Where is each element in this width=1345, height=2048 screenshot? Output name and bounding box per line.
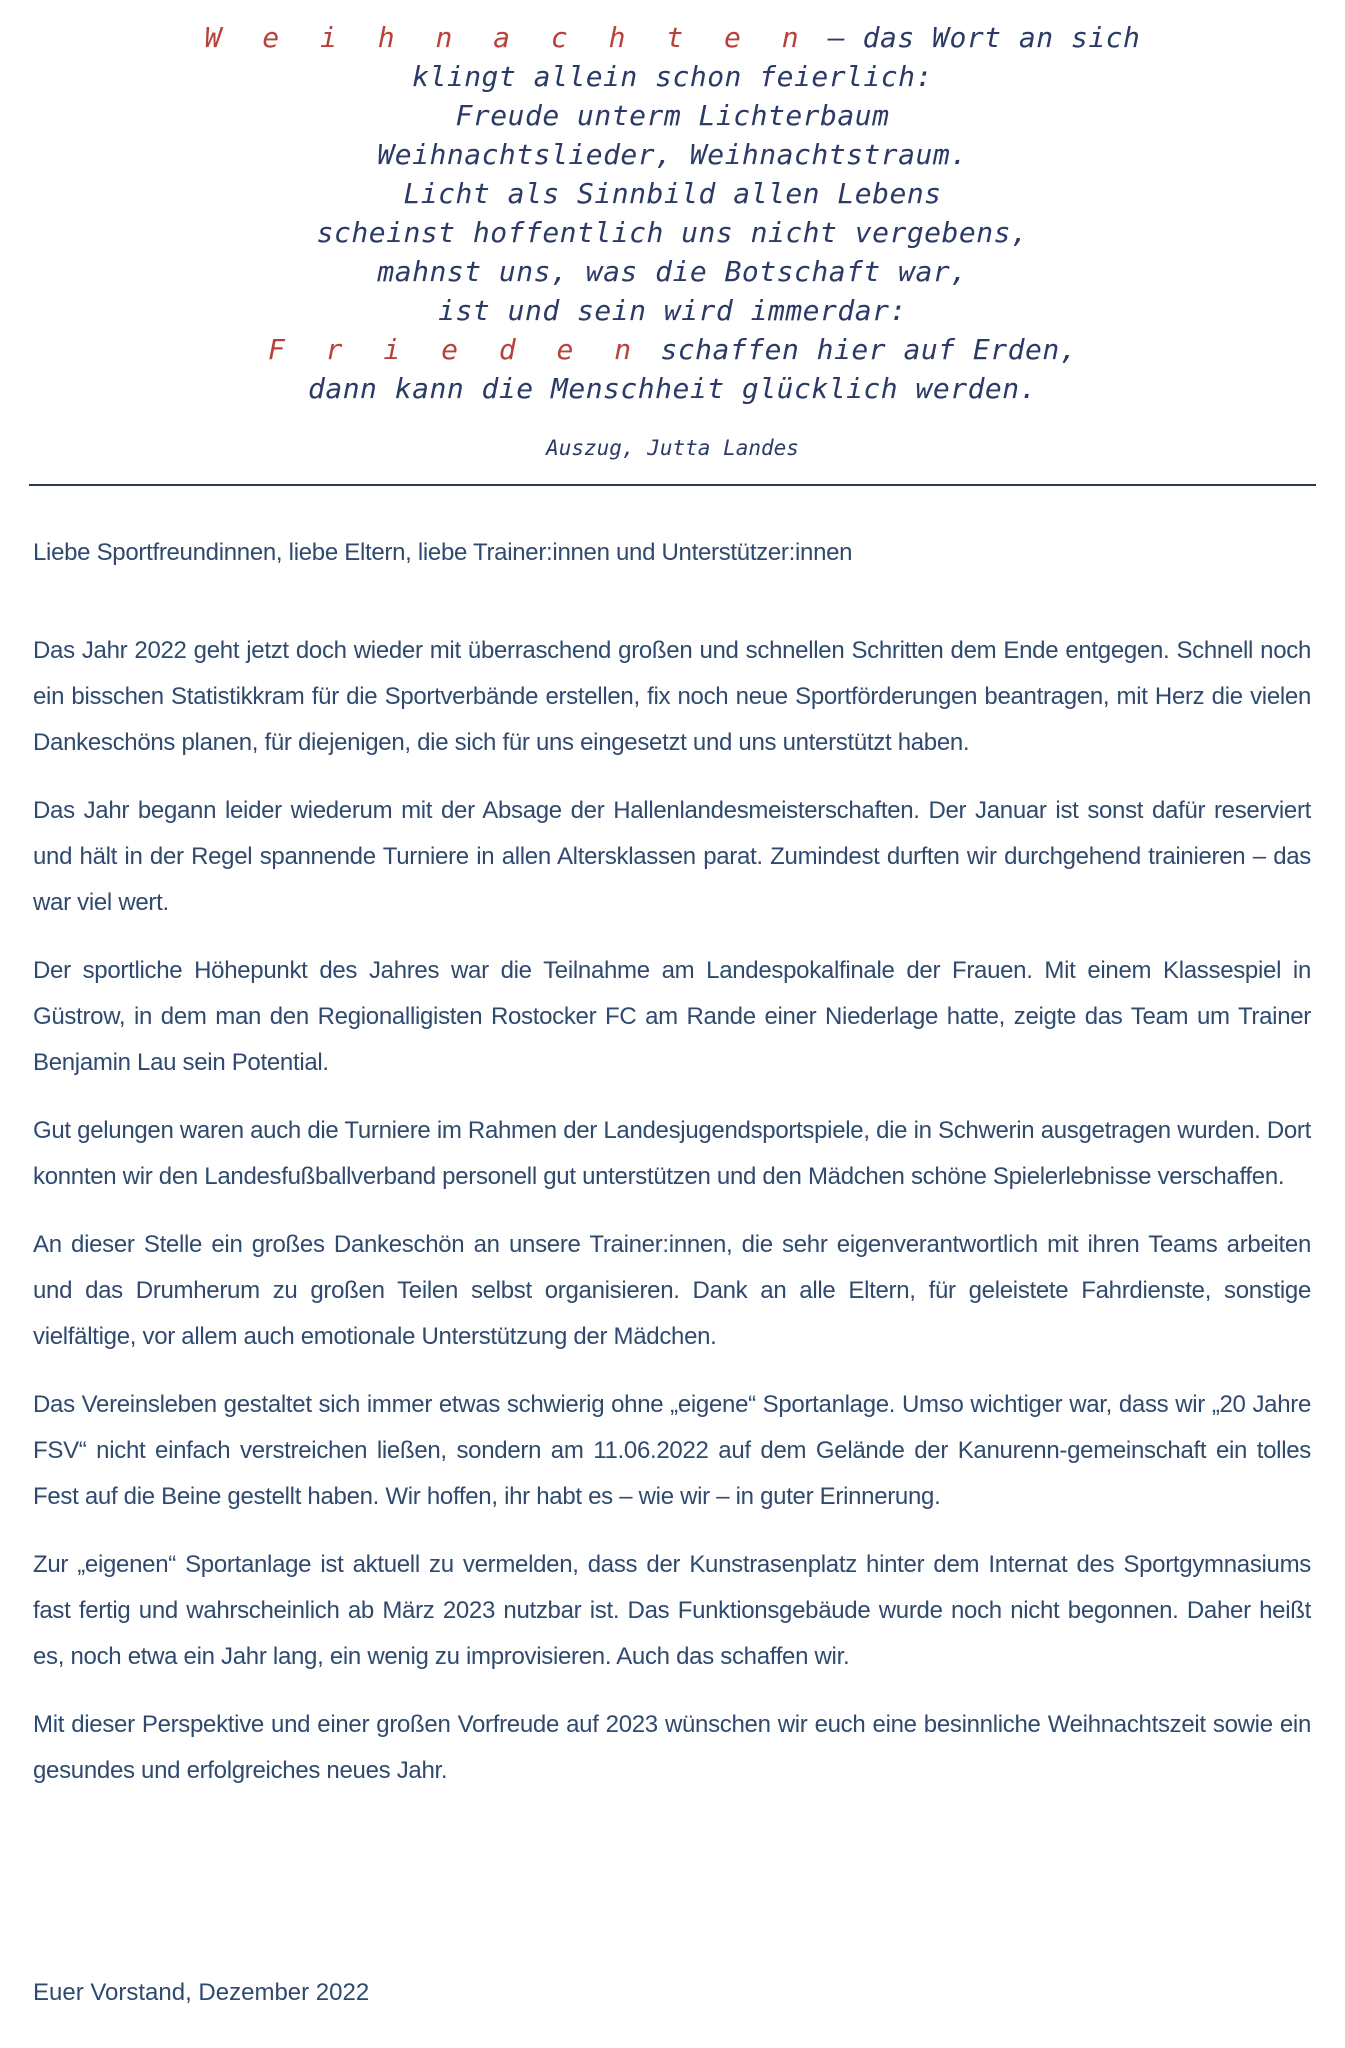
letter-paragraph-4: Gut gelungen waren auch die Turniere im Rahmen der Landesjugendsportspiele, die in Schwerin ausgetragen wurden. Dort konnten wir den Landesfußballverband personell gut unterstützen und den Mädchen schöne Spielerlebnisse verschaffen. bbox=[33, 1117, 1311, 1190]
poem-line-3: Freude unterm Lichterbaum bbox=[455, 99, 890, 132]
poem-line-9 bbox=[0, 330, 1345, 369]
letter-paragraph-8: Mit dieser Perspektive und einer großen Vorfreude auf 2023 wünschen wir euch eine besinnliche Weihnachtszeit sowie ein gesundes und erfolgreiches neues Jahr. bbox=[33, 1711, 1311, 1784]
poem-line-5: Licht als Sinnbild allen Lebens bbox=[403, 177, 942, 210]
letter-paragraph-1: Das Jahr 2022 geht jetzt doch wieder mit überraschend großen und schnellen Schritten dem Ende entgegen. Schnell noch ein bisschen Statistikkram für die Sportverbände erstellen, fix noch neue Sportförderungen beantragen, mit Herz die vielen Dankeschöns planen, für diejenigen, die sich für uns eingesetzt und uns unterstützt haben. bbox=[33, 637, 1311, 756]
poem-line-4: Weihnachtslieder, Weihnachtstraum. bbox=[377, 138, 968, 171]
poem-line-9-text: schaffen hier auf Erden, bbox=[643, 333, 1078, 366]
poem-line-1-text: – das Wort an sich bbox=[810, 21, 1141, 54]
section-divider bbox=[29, 484, 1316, 486]
letter-paragraph-3: Der sportliche Höhepunkt des Jahres war die Teilnahme am Landespokalfinale der Frauen. Mit einem Klassespiel in Güstrow, in dem man den Regionalligisten Rostocker FC am Rande einer Niederlage hatte, zeigte das Team um Trainer Benjamin Lau sein Potential. bbox=[33, 957, 1311, 1076]
poem-highlight-weihnachten: W e i h n a c h t e n bbox=[204, 21, 811, 54]
poem-highlight-frieden: F r i e d e n bbox=[267, 333, 644, 366]
poem-line-10: dann kann die Menschheit glücklich werden. bbox=[307, 372, 1037, 405]
poem-line-6: scheinst hoffentlich uns nicht vergebens, bbox=[316, 216, 1029, 249]
letter-paragraph-6: Das Vereinsleben gestaltet sich immer etwas schwierig ohne „eigene“ Sportanlage. Umso wichtiger war, dass wir „20 Jahre FSV“ nicht einfach verstreichen ließen, sondern am 11.06.2022 auf dem Gelände der Kanurenn-gemeinschaft ein tolles Fest auf die Beine gestellt haben. Wir hoffen, ihr habt es – wie wir – in guter Erinnerung. bbox=[33, 1391, 1311, 1510]
letter-paragraph-5: An dieser Stelle ein großes Dankeschön an unsere Trainer:innen, die sehr eigenverantwortlich mit ihren Teams arbeiten und das Drumherum zu großen Teilen selbst organisieren. Dank an alle Eltern, für geleistete Fahrdienste, sonstige vielfältige, vor allem auch emotionale Unterstützung der Mädchen. bbox=[33, 1231, 1311, 1350]
poem-line-8: ist und sein wird immerdar: bbox=[438, 294, 907, 327]
poem-line-2: klingt allein schon feierlich: bbox=[412, 60, 933, 93]
poem-line-1 bbox=[0, 18, 1345, 57]
letter-paragraph-2: Das Jahr begann leider wiederum mit der Absage der Hallenlandesmeisterschaften. Der Januar ist sonst dafür reserviert und hält in der Regel spannende Turniere in allen Altersklassen parat. Zumindest durften wir durchgehend trainieren – das war viel wert. bbox=[33, 797, 1311, 916]
letter-body bbox=[33, 530, 1311, 1816]
letter-salutation: Liebe Sportfreundinnen, liebe Eltern, liebe Trainer:innen und Unterstützer:innen bbox=[33, 539, 853, 566]
letter-paragraph-7: Zur „eigenen“ Sportanlage ist aktuell zu vermelden, dass der Kunstrasenplatz hinter dem Internat des Sportgymnasiums fast fertig und wahrscheinlich ab März 2023 nutzbar ist. Das Funktionsgebäude wurde noch nicht begonnen. Daher heißt es, noch etwa ein Jahr lang, ein wenig zu improvisieren. Auch das schaffen wir. bbox=[33, 1551, 1311, 1670]
letter-signoff: Euer Vorstand, Dezember 2022 bbox=[33, 1979, 370, 2006]
poem-attribution: Auszug, Jutta Landes bbox=[546, 436, 799, 460]
christmas-poem bbox=[0, 18, 1345, 408]
poem-line-7: mahnst uns, was die Botschaft war, bbox=[377, 255, 968, 288]
